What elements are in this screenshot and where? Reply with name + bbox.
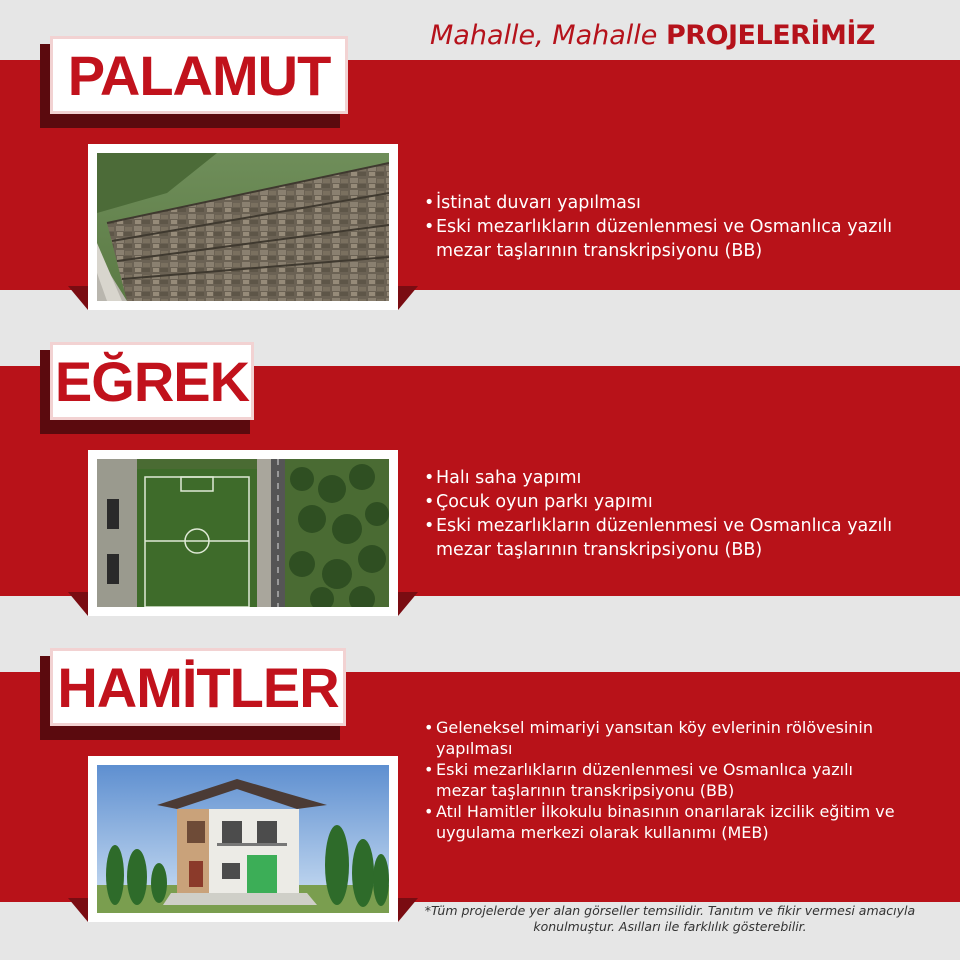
section-title-palamut <box>50 36 348 114</box>
bullet-list-egrek <box>424 466 904 562</box>
bullet-list-hamitler <box>424 717 904 843</box>
section-title-text: PALAMUT <box>67 43 331 107</box>
photo-fold <box>68 898 88 922</box>
pitch-image <box>97 459 389 607</box>
list-item: • Eski mezarlıkların düzenlenmesi ve Osmanlıca yazılı mezar taşlarının transkripsiyonu (BB) <box>424 759 904 801</box>
photo-palamut <box>88 144 398 310</box>
title-bold: PROJELERİMİZ <box>665 20 875 51</box>
section-title-hamitler <box>50 648 346 726</box>
photo-fold <box>398 286 418 310</box>
list-item: • Eski mezarlıkların düzenlenmesi ve Osmanlıca yazılı mezar taşlarının transkripsiyonu (BB) <box>424 215 904 263</box>
list-item: • Eski mezarlıkların düzenlenmesi ve Osmanlıca yazılı mezar taşlarının transkripsiyonu (BB) <box>424 514 904 562</box>
list-item: • Halı saha yapımı <box>424 466 904 490</box>
bullet-list-palamut <box>424 191 904 263</box>
list-item: • Çocuk oyun parkı yapımı <box>424 490 904 514</box>
section-title-egrek <box>50 342 254 420</box>
section-title-text: HAMİTLER <box>57 655 339 719</box>
photo-fold <box>398 592 418 616</box>
title-regular: Mahalle, Mahalle <box>430 20 666 51</box>
photo-fold <box>68 592 88 616</box>
section-title-text: EĞREK <box>54 349 250 413</box>
list-item: • Geleneksel mimariyi yansıtan köy evlerinin rölövesinin yapılması <box>424 717 904 759</box>
list-item: • İstinat duvarı yapılması <box>424 191 904 215</box>
gabion-wall-image <box>97 153 389 301</box>
photo-egrek <box>88 450 398 616</box>
page-title <box>430 20 890 51</box>
list-item: • Atıl Hamitler İlkokulu binasının onarılarak izcilik eğitim ve uygulama merkezi olarak kullanımı (MEB) <box>424 801 904 843</box>
photo-fold <box>68 286 88 310</box>
footnote: *Tüm projelerde yer alan görseller temsilidir. Tanıtım ve fikir vermesi amacıyla konulmuştur. Asılları ile farklılık gösterebilir. <box>424 903 916 934</box>
house-image <box>97 765 389 913</box>
photo-hamitler <box>88 756 398 922</box>
photo-fold <box>398 898 418 922</box>
